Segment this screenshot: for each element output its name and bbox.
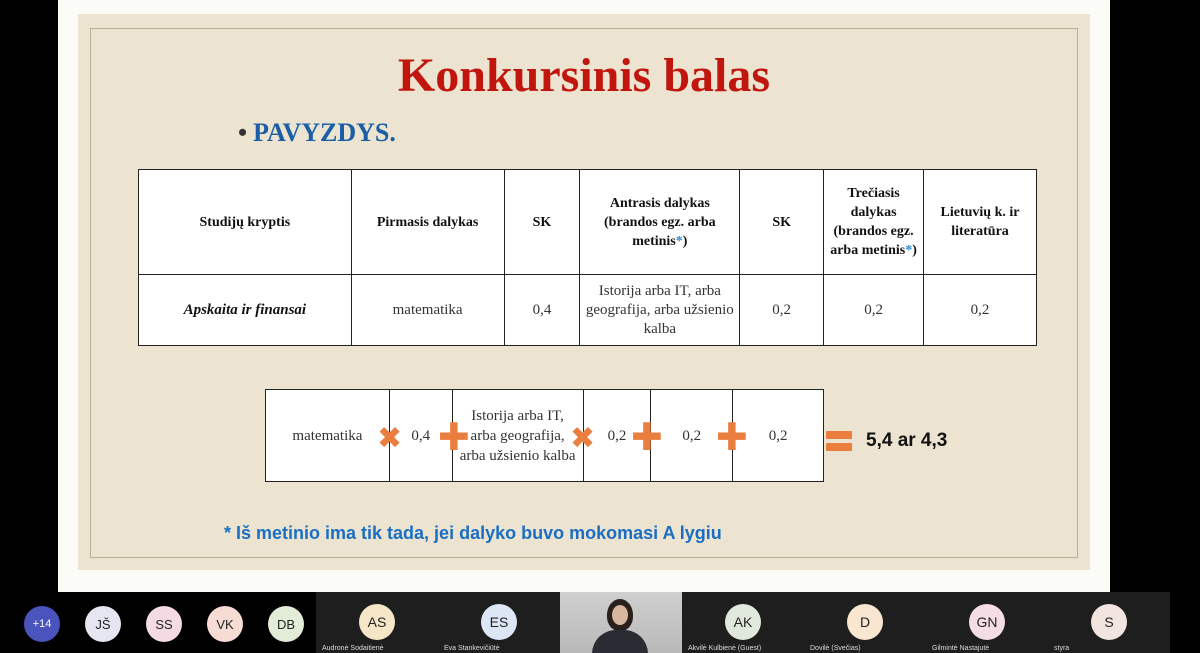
participant-tile[interactable] [438, 592, 560, 653]
avatar: GN [969, 604, 1005, 640]
participant-tile[interactable] [1048, 592, 1170, 653]
more-participants-button[interactable]: +14 [24, 606, 60, 642]
header-lithuanian: Lietuvių k. ir literatūra [924, 170, 1037, 275]
equals-icon [826, 429, 852, 453]
slide-title: Konkursinis balas [397, 49, 771, 102]
cell-second-subject: Istorija arba IT, arba geografija, arba užsienio kalba [580, 275, 740, 346]
plus-icon: ✚ [631, 415, 663, 459]
header-third-subject-text: Trečiasis dalykas (brandos egz. arba metinis [830, 186, 914, 258]
subtitle-text: PAVYZDYS. [253, 118, 396, 147]
participant-name: Dovilė (Svečias) [810, 645, 861, 652]
person-body [592, 630, 648, 653]
header-first-subject: Pirmasis dalykas [351, 170, 504, 275]
avatar[interactable]: VK [207, 606, 243, 642]
formula-second-subject: Istorija arba IT, arba geografija, arba užsienio kalba [452, 390, 583, 482]
slide-subtitle [238, 118, 396, 148]
header-second-subject [580, 170, 740, 275]
formula-coef-3: 0,2 [651, 390, 733, 482]
cell-first-subject: matematika [351, 275, 504, 346]
formula-coef-4: 0,2 [733, 390, 824, 482]
avatar[interactable]: SS [146, 606, 182, 642]
slide [78, 14, 1090, 570]
close-paren: ) [682, 233, 688, 249]
avatar: S [1091, 604, 1127, 640]
table-row [139, 275, 1037, 346]
participant-name: Audronė Sodaitienė [322, 645, 384, 652]
cell-sk-1: 0,4 [504, 275, 580, 346]
footnote: * Iš metinio ima tik tada, jei dalyko buvo mokomasi A lygiu [224, 523, 722, 543]
cell-study-direction: Apskaita ir finansai [139, 275, 352, 346]
header-third-subject [824, 170, 924, 275]
table-header-row [139, 170, 1037, 275]
participant-tile[interactable] [682, 592, 804, 653]
avatar: D [847, 604, 883, 640]
participant-name: Gilmintė Nastajutė [932, 645, 990, 652]
multiply-icon: ✖ [377, 421, 403, 456]
cell-third-subject: 0,2 [824, 275, 924, 346]
participants-bar [0, 592, 1200, 653]
avatar[interactable]: DB [268, 606, 304, 642]
participant-tile[interactable] [316, 592, 438, 653]
avatar: ES [481, 604, 517, 640]
avatar: AS [359, 604, 395, 640]
criteria-table [138, 169, 1037, 346]
participant-name: styra [1054, 645, 1070, 652]
cell-sk-2: 0,2 [740, 275, 824, 346]
participant-name: Akvilė Kulbienė (Guest) [688, 645, 762, 652]
close-paren: ) [912, 243, 917, 258]
avatar: AK [725, 604, 761, 640]
header-sk-2: SK [740, 170, 824, 275]
participant-name: Eva Stankevičiūtė [444, 645, 500, 652]
participant-video[interactable] [560, 592, 682, 653]
formula-first-subject: matematika [266, 390, 390, 482]
cell-lithuanian: 0,2 [924, 275, 1037, 346]
asterisk: * [905, 243, 913, 258]
header-second-subject-text: Antrasis dalykas (brandos egz. arba metinis [604, 195, 716, 249]
avatar[interactable]: JŠ [85, 606, 121, 642]
plus-icon: ✚ [716, 415, 748, 459]
presentation-frame [58, 0, 1110, 592]
result-value: 5,4 ar 4,3 [866, 430, 948, 451]
header-sk-1: SK [504, 170, 580, 275]
formula-coef-1: 0,4 [389, 390, 452, 482]
formula-coef-2: 0,2 [583, 390, 651, 482]
header-study-direction: Studijų kryptis [139, 170, 352, 275]
plus-icon: ✚ [438, 415, 470, 459]
multiply-icon: ✖ [570, 421, 596, 456]
asterisk: * [675, 233, 683, 249]
bullet: • [238, 118, 248, 147]
participant-tile[interactable] [804, 592, 926, 653]
participant-tile[interactable] [926, 592, 1048, 653]
person-face [612, 605, 628, 625]
